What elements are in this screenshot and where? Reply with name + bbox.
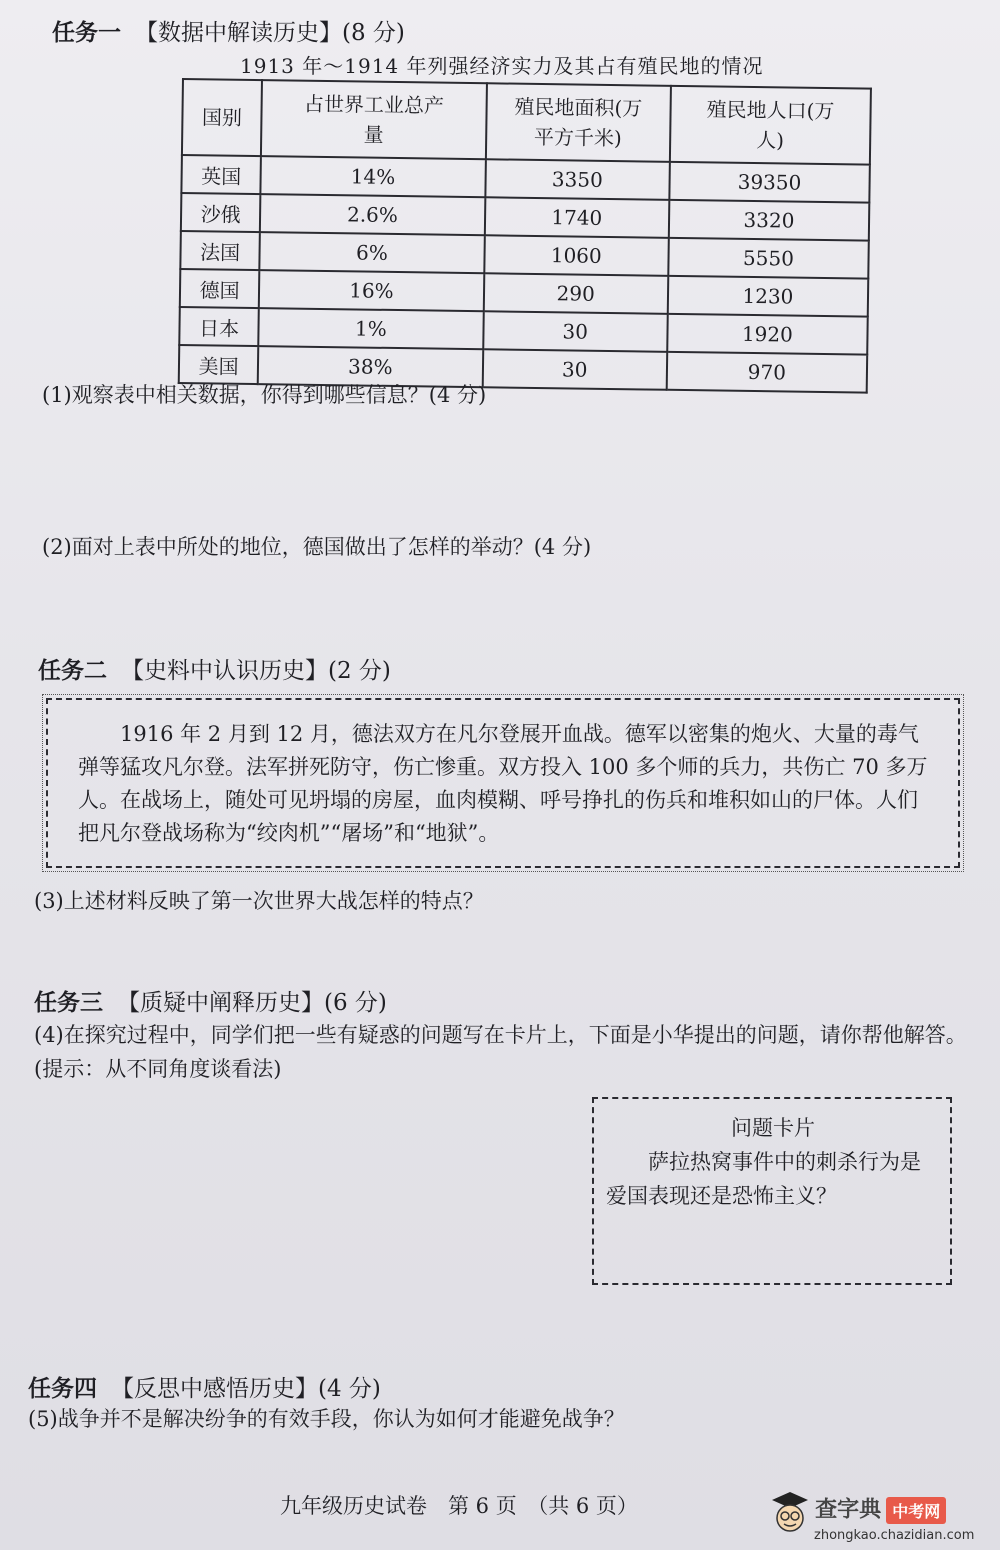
task1-title: 【数据中解读历史】(8 分) (135, 20, 405, 46)
task1-heading (52, 14, 405, 47)
page-footer: 九年级历史试卷 第 6 页 （共 6 页） (280, 1494, 638, 1518)
watermark-brand: 查字典 (815, 1497, 882, 1523)
task2-heading (38, 652, 391, 685)
question-card-title: 问题卡片 (731, 1116, 815, 1140)
table-cell: 3350 (485, 159, 670, 200)
watermark-tag: 中考网 (886, 1497, 946, 1524)
table-header-row (182, 79, 871, 165)
question-2: (2)面对上表中所处的地位，德国做出了怎样的举动？(4 分) (42, 535, 592, 559)
historical-material-text: 1916 年 2 月到 12 月，德法双方在凡尔登展开血战。德军以密集的炮火、大量的毒气弹等猛攻凡尔登。法军拼死防守，伤亡惨重。双方投入 100 多个师的兵力，共伤亡 70 多万人。在战场上，随处可见坍塌的房屋，血肉模糊、呼号挣扎的伤兵和堆积如山的尸体。人们把凡尔登战场称为“绞肉机”“屠场”和“地狱”。 (78, 722, 928, 845)
table-cell: 5550 (668, 238, 869, 279)
table-cell: 美国 (179, 345, 259, 384)
question-4: (4)在探究过程中，同学们把一些有疑惑的问题写在卡片上，下面是小华提出的问题，请你帮他解答。(提示：从不同角度谈看法) (34, 1023, 967, 1081)
task3-heading (34, 984, 387, 1017)
task4-heading (28, 1370, 381, 1403)
question-card-text: 萨拉热窝事件中的刺杀行为是爱国表现还是恐怖主义？ (606, 1150, 921, 1208)
question-5: (5)战争并不是解决纷争的有效手段，你认为如何才能避免战争？ (28, 1407, 625, 1431)
historical-material-box (46, 698, 960, 868)
question-3: (3)上述材料反映了第一次世界大战怎样的特点？ (34, 889, 484, 913)
table-cell: 38% (258, 346, 483, 387)
task4-name: 任务四 (28, 1376, 97, 1402)
table-cell: 970 (667, 352, 868, 393)
table-cell: 30 (482, 349, 667, 390)
header-colony-area: 殖民地面积(万平方千米) (485, 83, 670, 162)
table-cell: 2.6% (260, 194, 485, 235)
task3-title: 【质疑中阐释历史】(6 分) (117, 990, 387, 1016)
table-cell: 日本 (179, 307, 259, 346)
table-cell: 英国 (181, 155, 261, 194)
site-watermark (770, 1490, 974, 1543)
table-cell: 1920 (667, 314, 868, 355)
graduate-mascot-icon (770, 1490, 810, 1534)
question-1: (1)观察表中相关数据，你得到哪些信息？(4 分) (42, 383, 487, 407)
table-caption: 1913 年～1914 年列强经济实力及其占有殖民地的情况 (240, 54, 764, 78)
question-card (592, 1097, 952, 1285)
header-colony-population: 殖民地人口(万人) (670, 86, 871, 165)
table-cell: 16% (259, 270, 484, 311)
task1-name: 任务一 (52, 20, 121, 46)
table-cell: 沙俄 (181, 193, 261, 232)
table-cell: 德国 (180, 269, 260, 308)
task4-title: 【反思中感悟历史】(4 分) (111, 1376, 381, 1402)
header-industry-share: 占世界工业总产量 (261, 80, 486, 159)
table-cell: 6% (259, 232, 484, 273)
table-cell: 1060 (484, 235, 669, 276)
table-cell: 14% (261, 156, 486, 197)
table-cell: 30 (483, 311, 668, 352)
task2-title: 【史料中认识历史】(2 分) (121, 658, 391, 684)
colonial-data-table (178, 78, 872, 394)
header-country: 国别 (182, 79, 262, 156)
task2-name: 任务二 (38, 658, 107, 684)
table-cell: 1740 (484, 197, 669, 238)
table-cell: 法国 (180, 231, 260, 270)
table-cell: 39350 (669, 162, 870, 203)
table-cell: 290 (483, 273, 668, 314)
table-cell: 1% (258, 308, 483, 349)
table-cell: 1230 (668, 276, 869, 317)
watermark-url: zhongkao.chazidian.com (814, 1528, 975, 1543)
table-cell: 3320 (669, 200, 870, 241)
task3-name: 任务三 (34, 990, 103, 1016)
